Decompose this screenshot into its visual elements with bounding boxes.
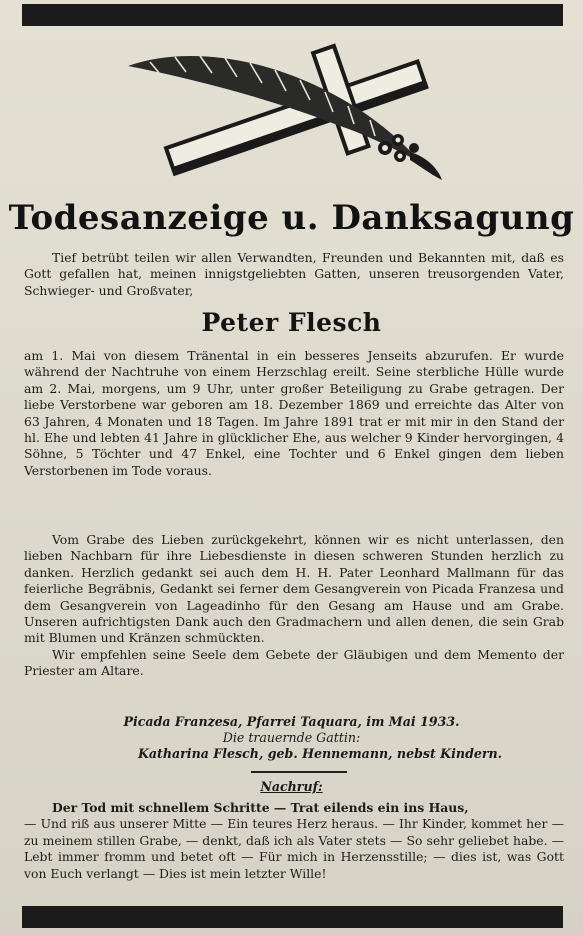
biography-text: am 1. Mai von diesem Tränental in ein besseres Jenseits abzurufen. Er wurde während der Nachtruhe von einem Herzschlag ereilt. Seine sterbliche Hülle wurde am 2. Mai, morgens, um 9 Uhr, unter großer Beteiligung zu Grabe getragen. Der liebe Verstorbene war geboren am 18. Dezember 1869 und erreichte das Alter von 63 Jahren, 4 Monaten und 18 Tagen. Im Jahre 1891 trat er mit mir in den Stand der hl. Ehe und lebten 41 Jahre in glücklicher Ehe, aus welcher 9 Kinder hervorgingen, 4 Söhne, 5 Töchter und 47 Enkel, eine Tochter und 6 Enkel gingen dem lieben Verstorbenen im Tode voraus. <box>24 348 564 478</box>
notice-title: Todesanzeige u. Danksagung <box>8 198 575 238</box>
nachruf-poem <box>24 800 564 882</box>
intro-paragraph <box>24 250 564 299</box>
top-border-bar <box>22 4 563 26</box>
biography-paragraph <box>24 348 564 479</box>
section-divider <box>251 771 347 773</box>
thanks-paragraphs <box>24 532 564 680</box>
widow-label: Die trauernde Gattin: <box>222 730 361 745</box>
place-date-line: Picada Franzesa, Pfarrei Taquara, im Mai 1933. <box>123 714 460 729</box>
widow-name: Katharina Flesch, geb. Hennemann, nebst Kindern. <box>137 746 503 761</box>
poem-body: — Und riß aus unserer Mitte — Ein teures Herz heraus. — Ihr Kinder, kommet her — zu meinem stillen Grabe, — denkt, daß ich als Vater stets — So sehr geliebet habe. — Lebt immer fromm und betet oft — Für mich in Herzensstille; — dies ist, was Gott von Euch verlangt — Dies ist mein letzter Wille! <box>24 816 564 881</box>
prayer-request-text: Wir empfehlen seine Seele dem Gebete der Gläubigen und dem Memento der Priester am Altare. <box>24 646 564 679</box>
cross-with-palm-frond-icon <box>120 40 460 190</box>
deceased-name: Peter Flesch <box>201 308 382 337</box>
thanks-text: Vom Grabe des Lieben zurückgekehrt, können wir es nicht unterlassen, den lieben Nachbarn für ihre Liebesdienste in diesen schweren Stunden herzlich zu danken. Herzlich gedankt sei auch dem H. H. Pater Leonhard Mallmann für das feierliche Begräbnis, Gedankt sei ferner dem Gesangverein von Picada Franzesa und dem Gesangverein von Lageadinho für den Gesang am Hause und am Grabe. Unseren aufrichtigsten Dank auch den Gradmachern und allen denen, die sein Grab mit Blumen und Kränzen schmückten. <box>24 532 564 646</box>
bottom-border-bar <box>22 906 563 928</box>
intro-text: Tief betrübt teilen wir allen Verwandten, Freunden und Bekannten mit, daß es Gott gefallen hat, meinen innigstgeliebten Gatten, unseren treusorgenden Vater, Schwieger- und Großvater, <box>24 250 564 298</box>
nachruf-heading: Nachruf: <box>260 779 323 794</box>
poem-first-line: Der Tod mit schnellem Schritte — Trat eilends ein ins Haus, <box>52 800 469 815</box>
